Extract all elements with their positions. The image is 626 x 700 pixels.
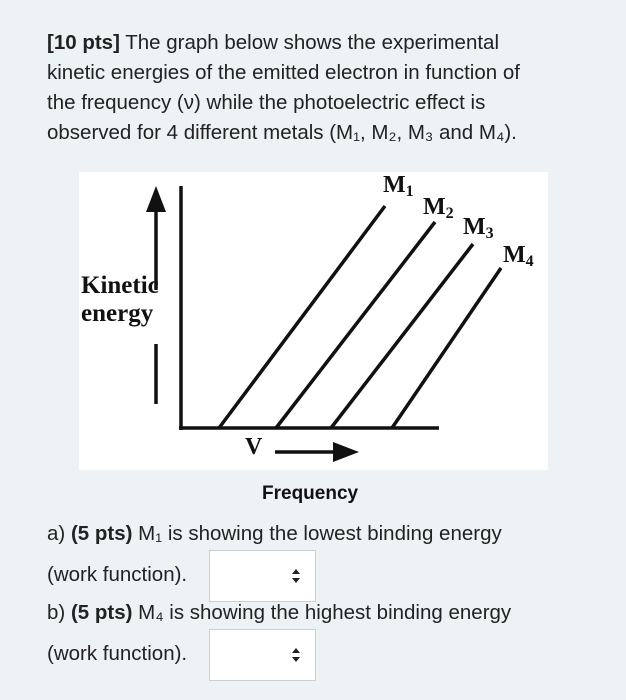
part-a-label: a) bbox=[47, 522, 71, 545]
legend-m3 bbox=[463, 214, 494, 243]
legend-m1 bbox=[383, 172, 414, 201]
part-b-label: b) bbox=[47, 601, 71, 624]
legend-m3-base: M bbox=[463, 214, 486, 240]
part-b-dropdown[interactable] bbox=[209, 629, 316, 681]
question-line-3: the frequency (ν) while the photoelectric effect is bbox=[47, 91, 486, 114]
part-a-text-2: (work function). bbox=[47, 563, 188, 586]
x-axis-symbol: V bbox=[245, 434, 263, 460]
question-line-2: kinetic energies of the emitted electron in function of bbox=[47, 61, 520, 84]
part-a-text: M₁ is showing the lowest binding energy bbox=[132, 522, 502, 545]
part-a-points: (5 pts) bbox=[70, 522, 133, 545]
legend-m4-sub: 4 bbox=[525, 253, 534, 270]
line-m3 bbox=[331, 244, 473, 428]
part-b-text: M₄ is showing the highest binding energy bbox=[132, 601, 512, 624]
part-a-line-1 bbox=[47, 522, 502, 546]
part-b-text-2: (work function). bbox=[47, 642, 188, 665]
part-a-updown-icon bbox=[291, 565, 301, 587]
legend-m3-sub: 3 bbox=[485, 225, 494, 242]
y-axis-label-line-2: energy bbox=[81, 300, 154, 327]
legend-m2 bbox=[423, 194, 454, 223]
line-m4 bbox=[392, 268, 501, 428]
graph-caption: Frequency bbox=[262, 483, 359, 504]
y-axis-arrow-head bbox=[146, 186, 166, 212]
question-points: [10 pts] bbox=[47, 31, 120, 54]
photoelectric-graph bbox=[79, 172, 548, 470]
part-b-points: (5 pts) bbox=[70, 601, 133, 624]
legend-m2-base: M bbox=[423, 194, 446, 220]
y-axis-label-line-1: Kinetic bbox=[81, 272, 159, 299]
legend-m2-sub: 2 bbox=[445, 205, 454, 222]
legend-m1-sub: 1 bbox=[405, 183, 414, 200]
legend-m1-base: M bbox=[383, 172, 406, 198]
legend-m4 bbox=[503, 242, 534, 271]
question-line-4: observed for 4 different metals (M₁, M₂, M₃ and M₄). bbox=[47, 121, 517, 144]
legend-m4-base: M bbox=[503, 242, 526, 268]
part-a-dropdown[interactable] bbox=[209, 550, 316, 602]
part-b-updown-icon bbox=[291, 644, 301, 666]
question-text bbox=[47, 28, 587, 148]
question-line-1: The graph below shows the experimental bbox=[119, 31, 499, 54]
x-axis-arrow-head bbox=[333, 442, 359, 462]
part-b-line-1 bbox=[47, 601, 511, 625]
y-axis-label bbox=[81, 272, 159, 328]
